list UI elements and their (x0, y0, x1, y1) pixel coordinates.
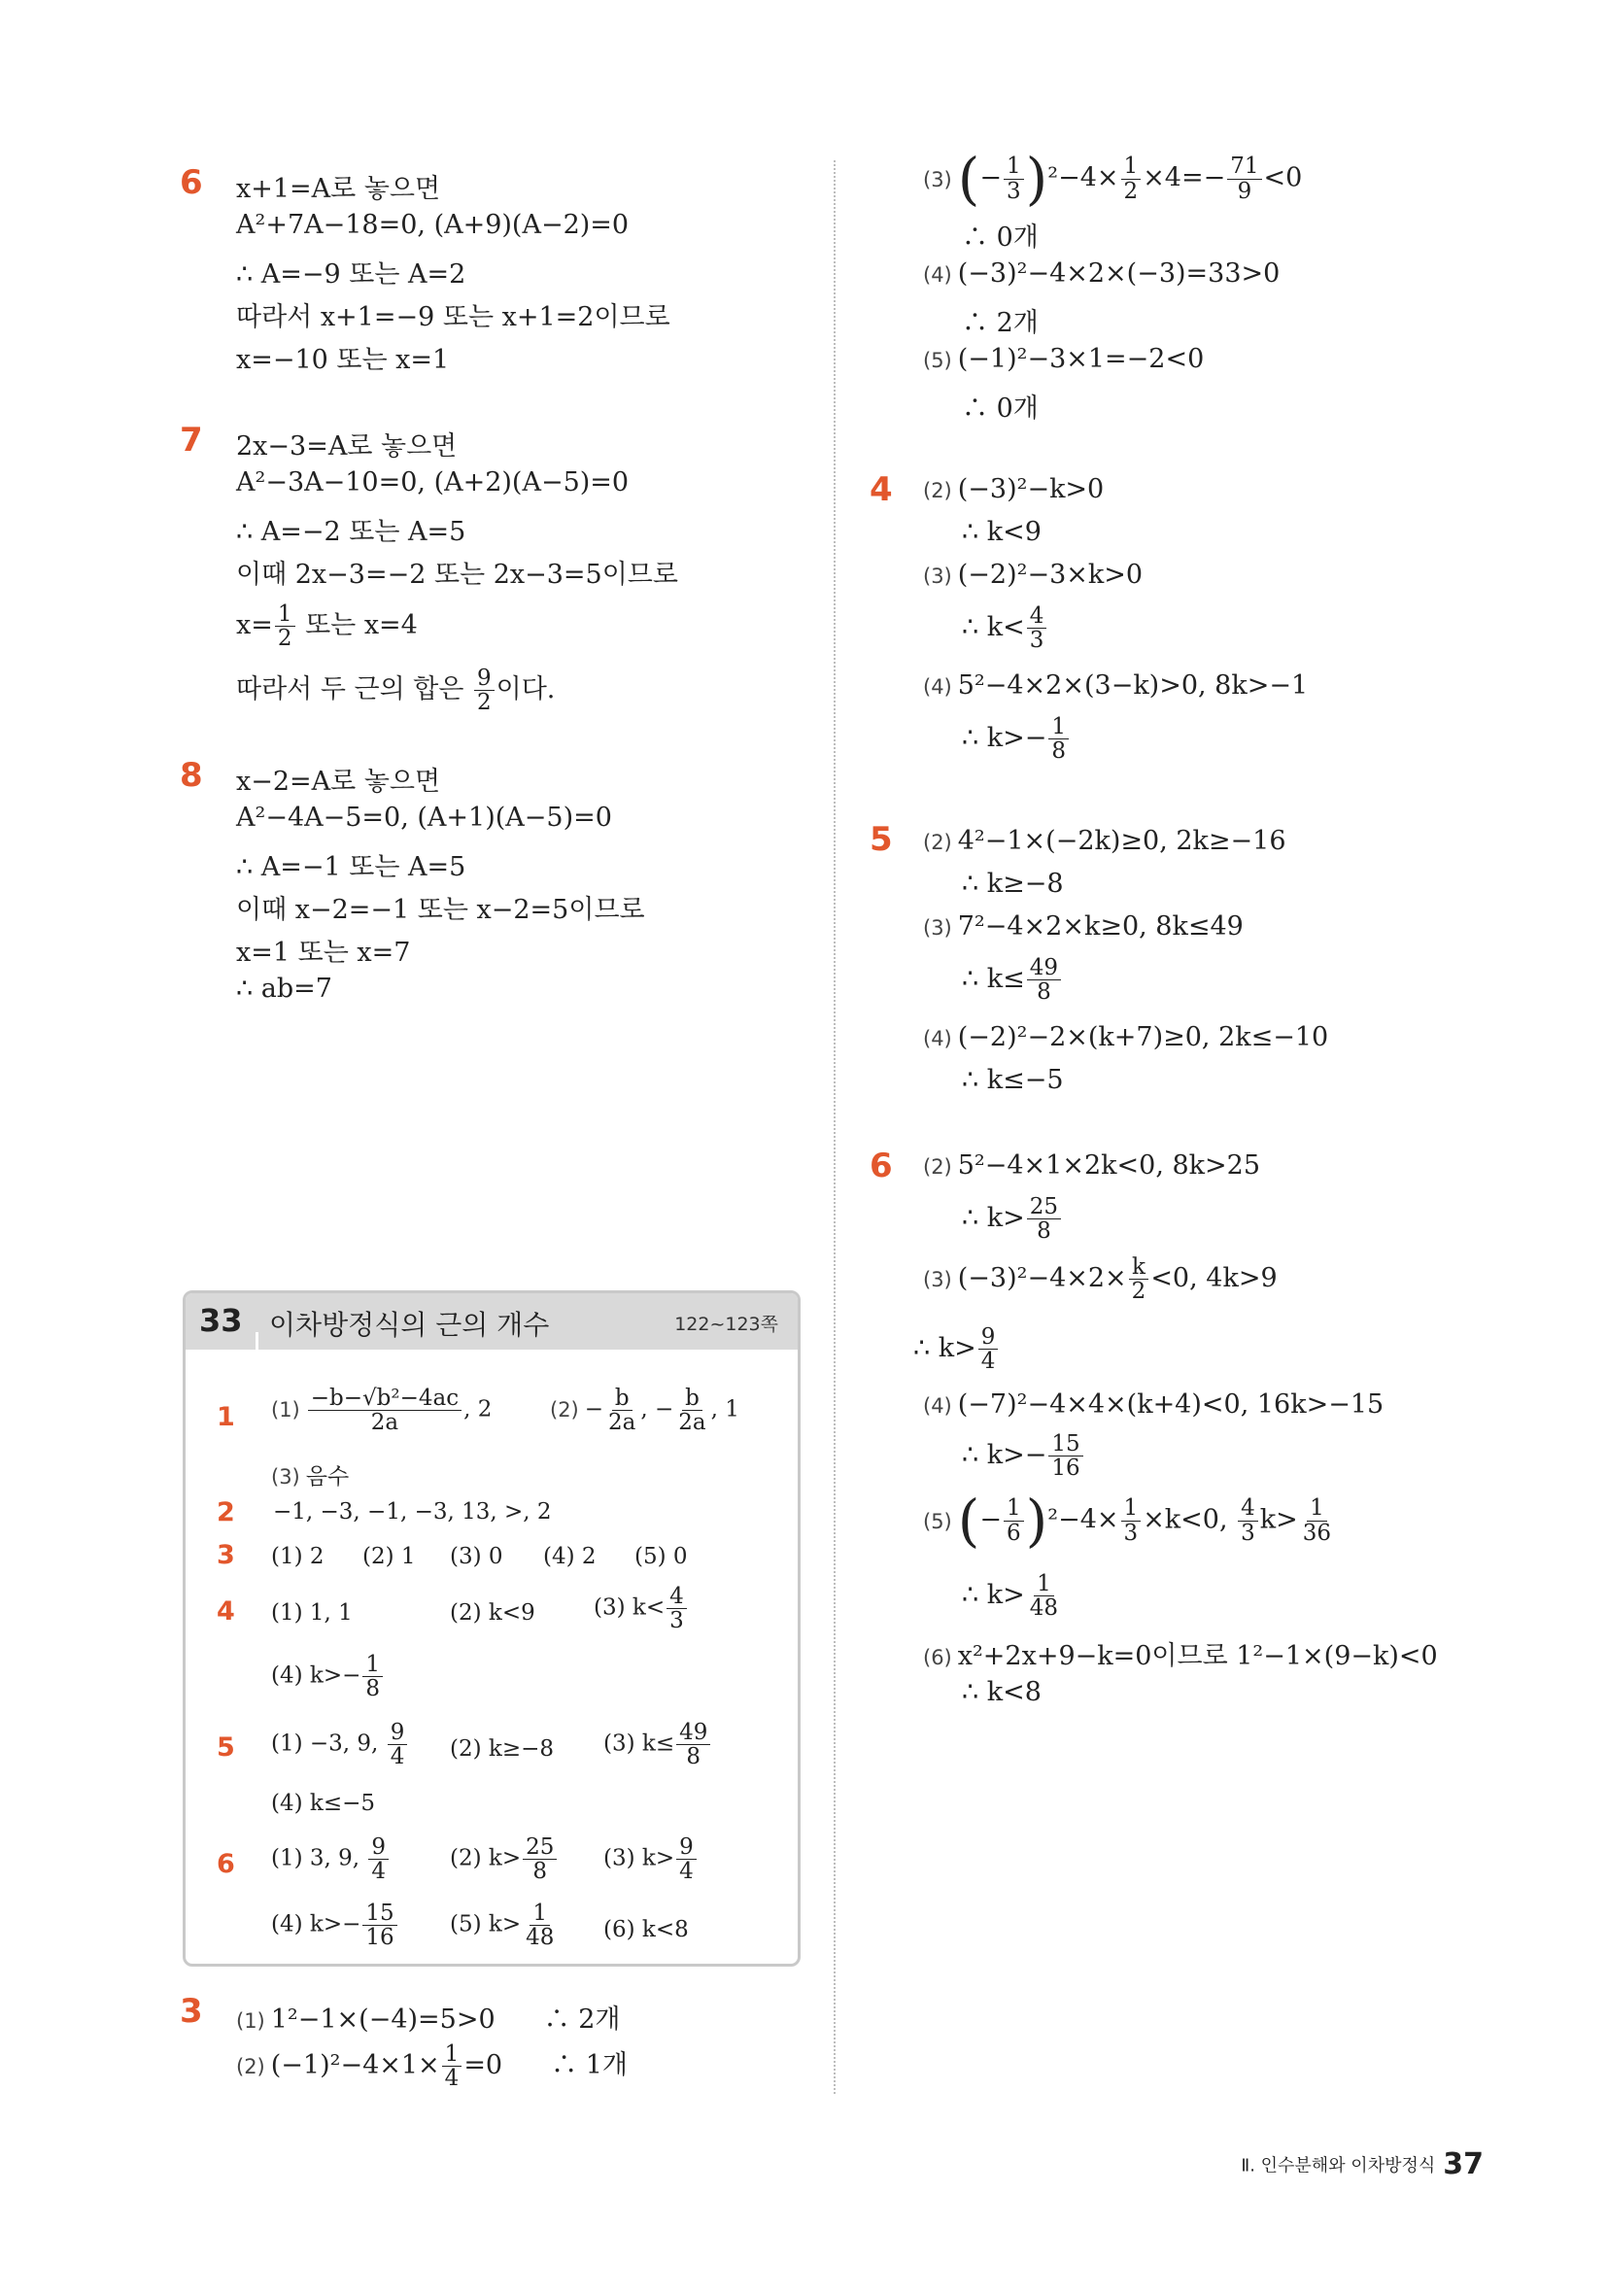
page-number: 37 (1443, 2147, 1484, 2181)
numerator: 9 (978, 1325, 999, 1350)
numerator: 1 (1034, 1572, 1054, 1596)
numerator: 49 (676, 1721, 710, 1745)
fraction (1027, 956, 1061, 1004)
fraction (1004, 154, 1024, 202)
answer-item (603, 1721, 712, 1768)
text: 7²−4×2×k≥0, 8k≤49 (957, 911, 1244, 942)
answer-item (271, 1835, 391, 1883)
text: , 1 (710, 1396, 739, 1422)
fraction (1027, 1572, 1061, 1620)
text: (−2)²−2×(k+7)≥0, 2k≤−10 (957, 1022, 1329, 1052)
denominator: 2 (1131, 1279, 1146, 1305)
solution-line (236, 667, 555, 714)
text: ∴ k>− (962, 1440, 1047, 1471)
problem-number: 3 (180, 1992, 203, 2031)
numerator: 1 (1121, 154, 1142, 179)
fraction (1300, 1496, 1334, 1544)
fraction (1027, 1195, 1061, 1243)
text: ∴ 2개 (543, 2005, 621, 2035)
solution-line: ∴ k≥−8 (962, 869, 1064, 899)
solution-line: x=1 또는 x=7 (236, 938, 411, 968)
text: <0, 4k>9 (1150, 1263, 1278, 1294)
text: (−2)²−3×k>0 (957, 560, 1144, 590)
fraction (388, 1721, 408, 1768)
solution-line: ∴ k<8 (962, 1677, 1042, 1707)
fraction (978, 1325, 999, 1373)
numerator: 9 (368, 1835, 389, 1860)
numerator: 1 (1048, 715, 1069, 739)
fraction (1238, 1496, 1258, 1544)
text: k> (1259, 1504, 1298, 1535)
solution-line (923, 1634, 1438, 1672)
answer-number: 2 (217, 1497, 235, 1527)
item-label: (1) (271, 1397, 300, 1422)
text: (−3)²−4×2×(−3)=33>0 (957, 258, 1281, 289)
item-label: (3) (271, 1465, 300, 1489)
text: 따라서 두 근의 합은 (236, 674, 472, 705)
denominator: 48 (526, 1925, 555, 1951)
section-number: 33 (199, 1302, 243, 1339)
numerator: 4 (1027, 604, 1047, 629)
fraction (676, 1721, 710, 1768)
text: (1) 3, 9, (271, 1845, 367, 1871)
section-title: 이차방정식의 근의 개수 (269, 1309, 550, 1341)
item-label: (2) (550, 1397, 579, 1422)
numerator: 9 (474, 667, 495, 691)
denominator: 8 (1037, 979, 1051, 1006)
fraction (605, 1387, 638, 1434)
item-label: (4) (923, 1027, 952, 1050)
solution-line: A²−3A−10=0, (A+2)(A−5)=0 (236, 467, 630, 497)
solution-line (923, 560, 1143, 590)
text: (−1)²−4×1× (270, 2050, 440, 2081)
text: <0 (1263, 162, 1303, 193)
fraction (1227, 154, 1261, 202)
text: (3) k> (603, 1845, 675, 1871)
numerator: 1 (1307, 1496, 1327, 1521)
text: 4²−1×(−2k)≥0, 2k≥−16 (957, 826, 1286, 856)
solution-line: 이때 2x−3=−2 또는 2x−3=5이므로 (236, 560, 678, 590)
numerator: 15 (1048, 1432, 1082, 1456)
denominator: 3 (1007, 178, 1021, 204)
item-label: (3) (923, 916, 952, 940)
solution-line (923, 1022, 1328, 1052)
solution-line: A²+7A−18=0, (A+9)(A−2)=0 (236, 210, 630, 240)
fraction (676, 1835, 697, 1883)
text: 5²−4×1×2k<0, 8k>25 (957, 1150, 1261, 1181)
numerator: b (612, 1387, 633, 1411)
item-label: (4) (923, 675, 952, 699)
solution-line (923, 670, 1308, 701)
answer-number: 5 (217, 1732, 235, 1763)
fraction (523, 1902, 557, 1949)
denominator: 8 (1037, 1218, 1051, 1245)
denominator: 3 (1123, 1520, 1139, 1546)
fraction (1121, 1496, 1142, 1544)
item-label: (6) (923, 1646, 952, 1669)
denominator: 2a (678, 1410, 706, 1436)
solution-line: ∴ k≤−5 (962, 1065, 1064, 1095)
solution-line (236, 1998, 621, 2036)
item-label: (4) (923, 263, 952, 287)
answer-item (594, 1585, 689, 1632)
denominator: 2a (370, 1410, 399, 1436)
item-label: (2) (923, 831, 952, 854)
fraction (362, 1653, 383, 1700)
solution-line (923, 826, 1286, 856)
paren: ( (957, 146, 980, 212)
answer-item (271, 1458, 349, 1491)
numerator: 4 (667, 1585, 687, 1609)
answer-number: 1 (217, 1402, 235, 1432)
text: − (979, 1504, 1003, 1535)
item-label: (3) (923, 167, 952, 191)
numerator: 1 (362, 1653, 383, 1677)
solution-line (923, 344, 1204, 374)
text: (5) k> (450, 1911, 522, 1937)
answer-item (271, 1387, 492, 1434)
text: , 2 (463, 1396, 493, 1422)
text: (4) k>− (271, 1911, 361, 1937)
answer-item: (2) k<9 (450, 1600, 535, 1626)
numerator: 9 (388, 1721, 408, 1745)
denominator: 3 (1241, 1520, 1255, 1546)
text: ²−4× (1047, 1504, 1119, 1535)
text: ∴ k> (962, 1203, 1025, 1234)
text: ∴ k> (962, 1580, 1025, 1611)
item-label: (3) (923, 1268, 952, 1292)
answer-item (603, 1835, 699, 1883)
text: ×4=− (1143, 162, 1226, 193)
item-label: (2) (923, 479, 952, 502)
answer-item: (5) 0 (634, 1544, 688, 1569)
solution-line (962, 1572, 1063, 1620)
item-label: (1) (236, 2009, 265, 2033)
solution-line: 2x−3=A로 놓으면 (236, 431, 458, 462)
text: (−3)²−k>0 (957, 474, 1105, 504)
solution-line (923, 474, 1104, 504)
solution-line: x−2=A로 놓으면 (236, 767, 441, 797)
numerator: 25 (1027, 1195, 1061, 1219)
answer-item: (2) k≥−8 (450, 1736, 555, 1762)
fraction (474, 667, 495, 714)
fraction (1048, 1432, 1082, 1480)
denominator: 16 (365, 1925, 394, 1951)
answer-item: (1) 1, 1 (271, 1600, 353, 1626)
text: ∴ 1개 (551, 2050, 628, 2081)
item-label: (2) (236, 2055, 265, 2079)
text: ∴ k≤ (962, 964, 1025, 995)
problem-number: 7 (180, 421, 203, 460)
box-header (186, 1293, 798, 1350)
paren: ) (1025, 146, 1048, 212)
denominator: 4 (444, 2066, 460, 2092)
answer-item (450, 1902, 559, 1949)
answer-item: (3) 0 (450, 1544, 503, 1569)
solution-line: A²−4A−5=0, (A+1)(A−5)=0 (236, 803, 612, 833)
fraction (362, 1902, 396, 1949)
text: (4) k>− (271, 1662, 361, 1689)
denominator: 9 (1237, 178, 1252, 204)
text: 5²−4×2×(3−k)>0, 8k>−1 (957, 670, 1309, 701)
denominator: 6 (1007, 1520, 1021, 1546)
answer-number: 4 (217, 1596, 235, 1627)
denominator: 8 (686, 1744, 701, 1770)
fraction (523, 1835, 557, 1883)
denominator: 4 (980, 1349, 996, 1375)
text: (3) k< (594, 1594, 666, 1621)
answer-item (450, 1835, 559, 1883)
fraction (275, 602, 295, 650)
denominator: 2 (1123, 178, 1139, 204)
numerator: 1 (275, 602, 295, 627)
denominator: 8 (1051, 738, 1067, 765)
item-label: (5) (923, 1509, 952, 1533)
answer-summary-box (183, 1290, 801, 1967)
solution-line (923, 1150, 1260, 1181)
answer-number: 6 (217, 1849, 235, 1879)
answer-item: −1, −3, −1, −3, 13, >, 2 (273, 1499, 552, 1525)
text: (−3)²−4×2× (957, 1263, 1127, 1294)
solution-line: ∴ 0개 (962, 223, 1039, 253)
answer-item (271, 1721, 409, 1768)
answer-item (271, 1902, 399, 1949)
answer-item: (2) 1 (362, 1544, 416, 1569)
denominator: 2a (608, 1410, 636, 1436)
item-label: (3) (923, 565, 952, 588)
answer-item: (6) k<8 (603, 1917, 689, 1942)
solution-line (962, 715, 1071, 763)
denominator: 4 (371, 1859, 387, 1885)
answer-number: 3 (217, 1540, 235, 1570)
problem-number: 8 (180, 756, 203, 795)
fraction (1004, 1496, 1024, 1544)
text: − (979, 162, 1003, 193)
text: 음수 (305, 1464, 350, 1490)
numerator: 1 (442, 2042, 462, 2067)
text: ∴ k>− (962, 723, 1047, 754)
fraction (442, 2042, 462, 2090)
column-divider (834, 160, 836, 2094)
numerator: b (682, 1387, 702, 1411)
solution-line (913, 1325, 1000, 1373)
item-label: (2) (923, 1155, 952, 1179)
numerator: 1 (1004, 154, 1024, 179)
solution-line (236, 2042, 628, 2090)
text: ∴ k< (962, 612, 1025, 643)
solution-line: 이때 x−2=−1 또는 x−2=5이므로 (236, 895, 645, 925)
solution-line: 따라서 x+1=−9 또는 x+1=2이므로 (236, 302, 670, 332)
problem-number: 4 (870, 470, 893, 509)
solution-line (923, 258, 1280, 289)
numerator: 49 (1027, 956, 1061, 980)
text: x²+2x+9−k=0이므로 1²−1×(9−k)<0 (957, 1641, 1438, 1671)
fraction (675, 1387, 708, 1434)
text: (2) k> (450, 1845, 522, 1871)
solution-line: x+1=A로 놓으면 (236, 174, 441, 204)
numerator: −b−√b²−4ac (308, 1387, 462, 1411)
solution-line (923, 1488, 1336, 1554)
item-label: (4) (923, 1394, 952, 1418)
denominator: 3 (669, 1608, 684, 1634)
solution-line: x=−10 또는 x=1 (236, 345, 450, 375)
numerator: 4 (1238, 1496, 1258, 1521)
denominator: 3 (1029, 628, 1044, 654)
denominator: 36 (1302, 1520, 1332, 1546)
solution-line: ∴ A=−2 또는 A=5 (236, 517, 466, 547)
solution-line (962, 1195, 1063, 1243)
text: 이다. (496, 674, 556, 705)
problem-number: 6 (180, 163, 203, 202)
solution-line (923, 146, 1303, 212)
numerator: 71 (1227, 154, 1261, 179)
text: 또는 x=4 (296, 610, 418, 641)
numerator: k (1129, 1255, 1148, 1280)
divider (256, 1332, 258, 1350)
chapter-title: Ⅱ. 인수분해와 이차방정식 (1241, 2155, 1436, 2176)
answer-item: (1) 2 (271, 1544, 325, 1569)
denominator: 4 (679, 1859, 694, 1885)
text: , − (640, 1396, 674, 1422)
solution-line (923, 911, 1244, 942)
text: (−7)²−4×4×(k+4)<0, 16k>−15 (957, 1389, 1385, 1420)
denominator: 16 (1051, 1456, 1080, 1482)
solution-line: ∴ 0개 (962, 394, 1039, 424)
numerator: 1 (530, 1902, 550, 1926)
fraction (667, 1585, 687, 1632)
text: =0 (463, 2050, 503, 2081)
page-footer (1241, 2147, 1484, 2181)
numerator: 25 (523, 1835, 557, 1860)
fraction (1129, 1255, 1149, 1303)
denominator: 2 (277, 626, 292, 652)
answer-item: (4) 2 (543, 1544, 597, 1569)
text: (3) k≤ (603, 1731, 675, 1757)
solution-line: ∴ k<9 (962, 517, 1042, 547)
paren: ( (957, 1488, 980, 1554)
solution-line: ∴ 2개 (962, 308, 1039, 338)
solution-line: ∴ A=−9 또는 A=2 (236, 259, 466, 290)
numerator: 1 (1004, 1496, 1024, 1521)
page-range: 122~123쪽 (674, 1314, 778, 1335)
paren: ) (1025, 1488, 1048, 1554)
solution-line (962, 604, 1048, 652)
text: ∴ k> (913, 1333, 976, 1364)
denominator: 8 (532, 1859, 548, 1885)
solution-line (962, 956, 1063, 1004)
solution-line (923, 1389, 1384, 1420)
denominator: 8 (365, 1676, 381, 1702)
answer-item: (4) k≤−5 (271, 1791, 376, 1816)
solution-line (923, 1255, 1278, 1303)
text: x= (236, 610, 273, 641)
solution-line: ∴ A=−1 또는 A=5 (236, 852, 466, 882)
solution-line (236, 602, 418, 650)
fraction (1048, 715, 1069, 763)
solution-line (962, 1432, 1085, 1480)
answer-item (550, 1387, 739, 1434)
solution-line: ∴ ab=7 (236, 974, 332, 1004)
answer-item (271, 1653, 385, 1700)
numerator: 15 (362, 1902, 396, 1926)
problem-number: 5 (870, 820, 893, 859)
denominator: 2 (477, 690, 492, 716)
text: ×k<0, (1143, 1504, 1237, 1535)
text: (−1)²−3×1=−2<0 (957, 344, 1205, 374)
text: (1) −3, 9, (271, 1731, 386, 1757)
text: 1²−1×(−4)=5>0 (270, 2005, 496, 2035)
fraction (1027, 604, 1047, 652)
fraction (308, 1387, 462, 1434)
denominator: 4 (390, 1744, 405, 1770)
text: ²−4× (1047, 162, 1119, 193)
fraction (368, 1835, 389, 1883)
denominator: 48 (1029, 1595, 1059, 1622)
numerator: 9 (676, 1835, 697, 1860)
item-label: (5) (923, 349, 952, 372)
problem-number: 6 (870, 1147, 893, 1185)
numerator: 1 (1121, 1496, 1142, 1521)
fraction (1121, 154, 1142, 202)
text: − (584, 1396, 604, 1422)
